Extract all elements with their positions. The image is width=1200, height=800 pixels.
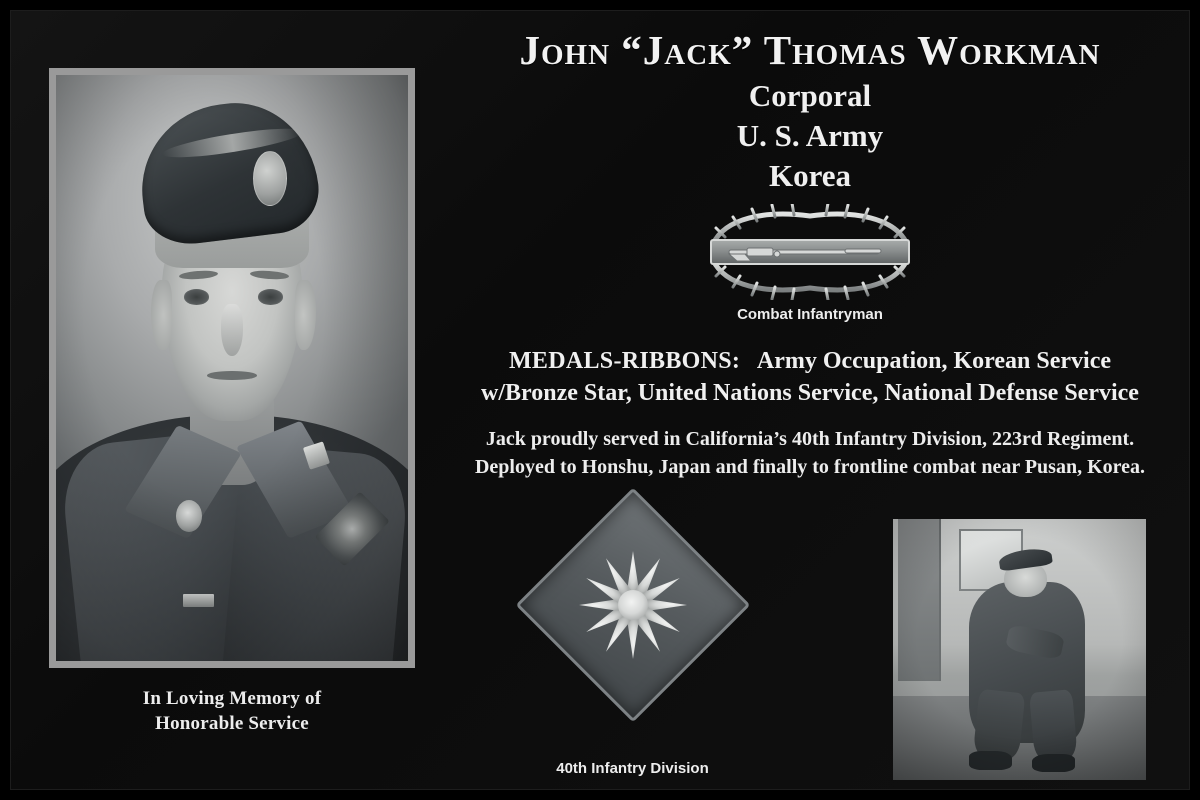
medals-line-1 — [440, 345, 1180, 377]
sunburst-icon — [574, 546, 692, 664]
badge-caption: Combat Infantryman — [737, 306, 883, 323]
portrait-caption — [49, 686, 415, 736]
veteran-theater: Korea — [768, 158, 852, 193]
portrait-caption-line-1: In Loving Memory of — [142, 688, 322, 709]
photo-soldier-kneeling — [893, 519, 1146, 780]
medals-value-line-1: Army Occupation, Korean Service — [756, 348, 1112, 374]
combat-infantryman-badge-icon — [695, 204, 925, 300]
veteran-branch: U. S. Army — [736, 118, 884, 153]
medals-value-line-2: w/Bronze Star, United Nations Service, National Defense Service — [481, 380, 1139, 406]
division-patch-block — [520, 522, 745, 777]
portrait-photo-frame — [49, 68, 415, 668]
service-narrative: Jack proudly served in California’s 40th Infantry Division, 223rd Regiment. Deployed to Honshu, Japan and finally to frontline combat near Pusan, Korea. — [474, 428, 1146, 478]
photo2-vignette — [893, 519, 1146, 780]
medals-label: MEDALS-RIBBONS: — [508, 348, 741, 374]
inscription-column — [440, 26, 1180, 481]
portrait-vignette — [56, 75, 408, 661]
veteran-name: John “Jack” Thomas Workman — [519, 27, 1101, 73]
40th-infantry-division-sunburst-patch-icon — [515, 488, 750, 723]
veteran-rank: Corporal — [748, 78, 872, 113]
medals-ribbons-block — [440, 345, 1180, 409]
patch-caption: 40th Infantry Division — [556, 760, 709, 777]
portrait-photo-soldier-in-garrison-cap — [56, 75, 408, 661]
portrait-caption-line-2: Honorable Service — [155, 713, 309, 734]
